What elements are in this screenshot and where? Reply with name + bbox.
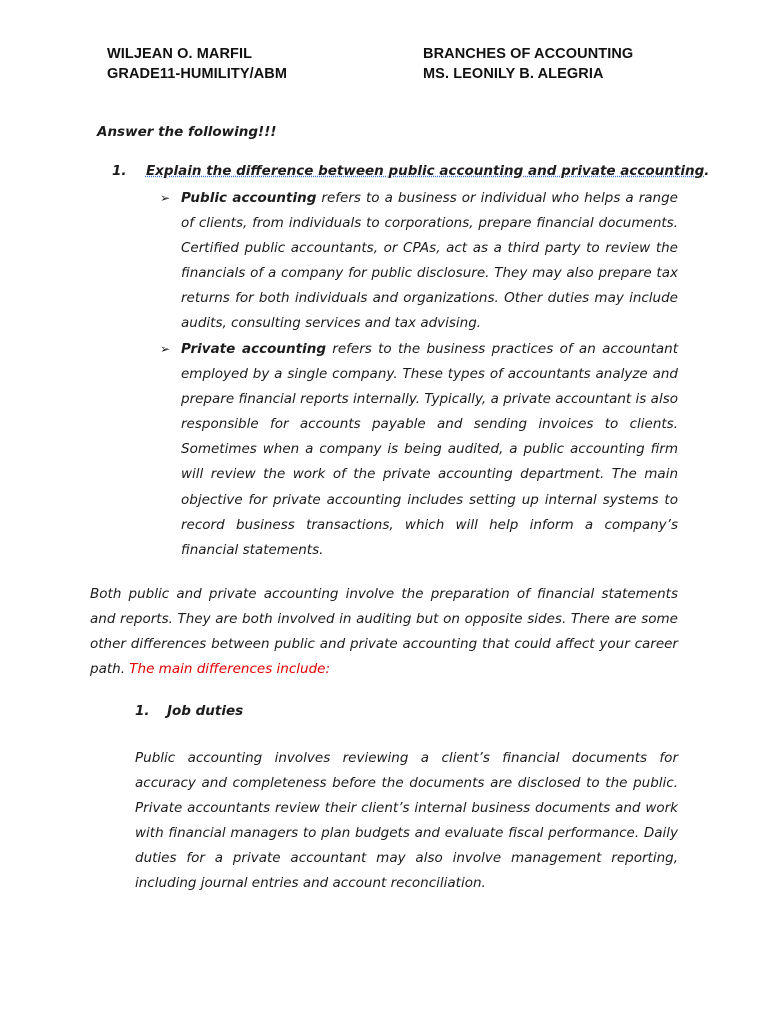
bullet-text: refers to a business or individual who helps a range of clients, from individuals to corporations, prepare financial documents. Certified public accountants, or CPAs, act as a third party to review the financials of a company for public disclosure. They may also prepare tax returns for both individuals and organizations. Other duties may include audits, consulting services and tax advising. (181, 190, 678, 332)
grade-section: GRADE11-HUMILITY/ABM (107, 66, 288, 82)
student-name: WILJEAN O. MARFIL (107, 46, 253, 62)
subject-title: BRANCHES OF ACCOUNTING (423, 46, 634, 62)
main-differences-highlight: The main differences include: (129, 661, 330, 678)
bullet-private-accounting (181, 337, 678, 563)
question-number: 1. (112, 163, 127, 179)
question-1 (112, 163, 709, 179)
question-text: Explain the difference between public accounting and private accounting (145, 163, 705, 179)
section-heading (135, 703, 243, 719)
summary-text: Both public and private accounting involve the preparation of financial statements and reports. They are both involved in auditing but on opposite sides. There are some other differences between public and private accounting that could affect your career path. (90, 586, 678, 678)
job-duties-paragraph: Public accounting involves reviewing a client’s financial documents for accuracy and completeness before the documents are disclosed to the public. Private accountants review their client’s internal business documents and work with financial managers to plan budgets and evaluate fiscal performance. Daily duties for a private accountant may also involve management reporting, including journal entries and account reconciliation. (135, 750, 678, 892)
instruction-prompt: Answer the following!!! (97, 124, 277, 140)
teacher-name: MS. LEONILY B. ALEGRIA (423, 66, 604, 82)
bullet-text: refers to the business practices of an accountant employed by a single company. These types of accountants analyze and prepare financial reports internally. Typically, a private accountant is also responsible for accounts payable and sending invoices to clients. Sometimes when a company is being audited, a public accounting firm will review the work of the private accounting department. The main objective for private accounting includes setting up internal systems to record business transactions, which will help inform a company’s financial statements. (181, 341, 678, 558)
bullet-term: Public accounting (181, 190, 317, 206)
section-number: 1. (135, 703, 150, 719)
arrow-bullet-icon: ➢ (160, 191, 171, 205)
bullet-term: Private accounting (181, 341, 326, 357)
bullet-public-accounting (181, 186, 678, 337)
section-title: Job duties (166, 703, 244, 719)
summary-paragraph (90, 582, 678, 682)
question-end: . (704, 163, 710, 179)
arrow-bullet-icon: ➢ (160, 342, 171, 356)
